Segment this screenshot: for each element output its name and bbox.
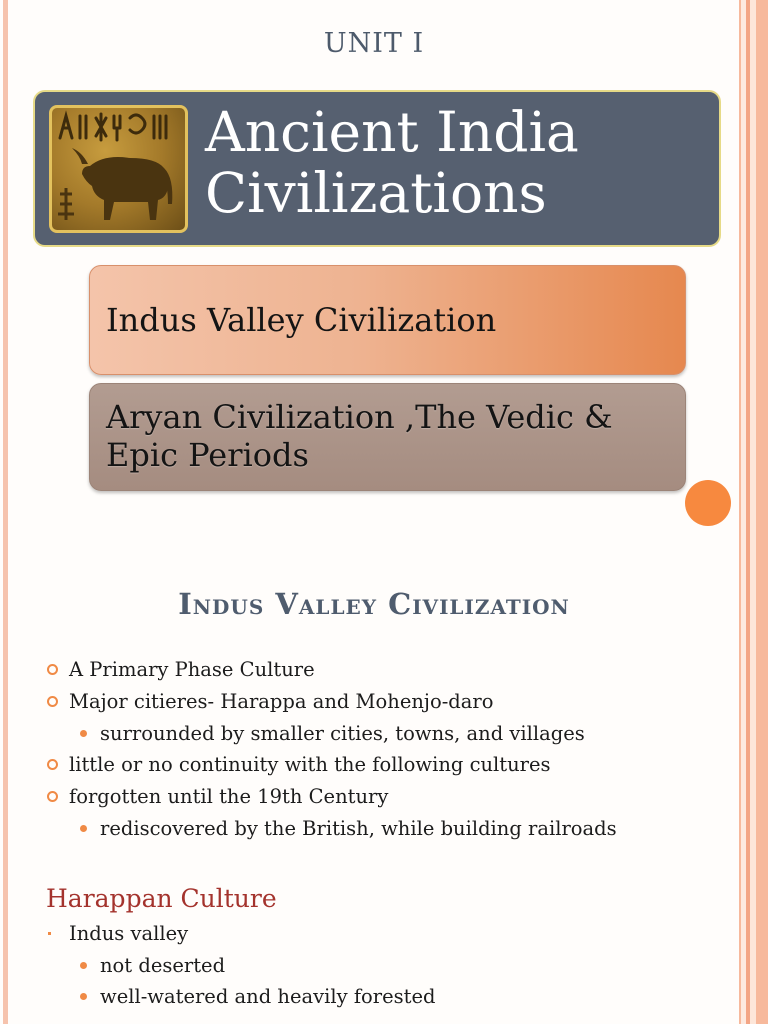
bullet-item: [45, 785, 735, 808]
bullet-item: [45, 690, 735, 713]
ring-bullet-icon: [47, 791, 58, 802]
presentation-title: [205, 102, 715, 224]
bullet-text: little or no continuity with the following cultures: [69, 753, 551, 776]
seal-illustration: [52, 108, 185, 230]
subheading-harappan: Harappan Culture: [46, 884, 277, 913]
sub-bullet-item: [45, 985, 735, 1008]
sub-bullet-item: [45, 817, 735, 840]
dot-bullet-icon: [80, 962, 87, 969]
topic-2-text: Aryan Civilization ,The Vedic & Epic Periods: [106, 398, 613, 474]
ring-bullet-icon: [47, 664, 58, 675]
bullet-item: [45, 658, 735, 681]
sub-bullet-item: [45, 954, 735, 977]
harappan-bullet-list: [45, 922, 735, 1016]
left-border-stripe: [3, 0, 8, 1024]
ring-bullet-icon: [47, 759, 58, 770]
topic-1-text: Indus Valley Civilization: [106, 301, 497, 339]
unit-label: UNIT I: [323, 28, 425, 59]
square-bullet-icon: [48, 932, 51, 935]
bullet-text: A Primary Phase Culture: [69, 658, 315, 681]
topic-box-aryan: [89, 383, 686, 491]
indus-seal-image: [49, 105, 188, 233]
title-banner: [33, 90, 721, 247]
bullet-text: surrounded by smaller cities, towns, and villages: [100, 722, 585, 745]
title-line-1: Ancient India: [205, 100, 579, 164]
bullet-text: forgotten until the 19th Century: [69, 785, 389, 808]
topic-box-indus: [89, 265, 686, 375]
bullet-text: not deserted: [100, 954, 226, 977]
section-heading: Indus Valley Civilization: [178, 587, 570, 621]
decorative-orange-dot: [685, 480, 731, 526]
sub-bullet-item: [45, 722, 735, 745]
dot-bullet-icon: [80, 730, 87, 737]
bullet-item: [45, 753, 735, 776]
bullet-text: Major citieres- Harappa and Mohenjo-daro: [69, 690, 494, 713]
ring-bullet-icon: [47, 696, 58, 707]
bullet-text: Indus valley: [69, 922, 189, 945]
title-line-2: Civilizations: [205, 161, 547, 225]
right-decorative-border: [736, 0, 768, 1024]
dot-bullet-icon: [80, 993, 87, 1000]
bullet-text: rediscovered by the British, while building railroads: [100, 817, 617, 840]
dot-bullet-icon: [80, 825, 87, 832]
bullet-text: well-watered and heavily forested: [100, 985, 436, 1008]
bullet-list: [45, 658, 735, 848]
bullet-item: [45, 922, 735, 945]
